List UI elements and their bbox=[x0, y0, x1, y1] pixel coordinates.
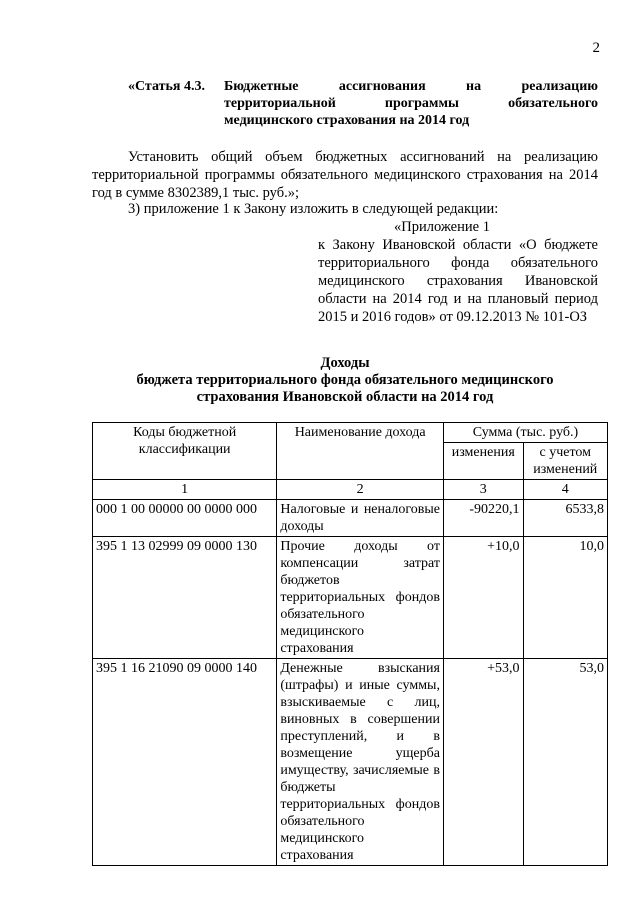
column-number: 2 bbox=[277, 480, 444, 500]
column-number-row bbox=[93, 480, 608, 500]
paragraph-budget-amount: Установить общий объем бюджетных ассигнований на реализацию территориальной программы обязательного медицинского страхования на 2014 год в сумме 8302389,1 тыс. руб.»; bbox=[92, 149, 598, 201]
heading-line-3: страхования Ивановской области на 2014 год bbox=[196, 389, 494, 405]
heading-line-2: бюджета территориального фонда обязательного медицинского bbox=[136, 372, 554, 388]
row-change: +10,0 bbox=[443, 537, 523, 659]
income-table bbox=[92, 422, 608, 866]
table-row bbox=[93, 537, 608, 659]
paragraph-appendix-instruction: 3) приложение 1 к Закону изложить в следующей редакции: bbox=[128, 201, 499, 217]
header-changes: изменения bbox=[443, 443, 523, 480]
article-number: «Статья 4.3. bbox=[128, 79, 205, 94]
column-number: 4 bbox=[523, 480, 607, 500]
table-row bbox=[93, 500, 608, 537]
page-number: 2 bbox=[592, 40, 600, 56]
header-sum: Сумма (тыс. руб.) bbox=[443, 423, 607, 443]
row-total: 53,0 bbox=[523, 659, 607, 866]
appendix-reference bbox=[318, 218, 598, 326]
row-code: 000 1 00 00000 00 0000 000 bbox=[93, 500, 277, 537]
header-codes: Коды бюджетной классификации bbox=[93, 423, 277, 480]
appendix-text: к Закону Ивановской области «О бюджете территориального фонда обязательного медицинского страхования Ивановской области на 2014 год и на плановый период 2015 и 2016 годов» от 09.12.2013 № 101-ОЗ bbox=[318, 237, 598, 325]
heading-line-1: Доходы bbox=[320, 355, 370, 371]
row-name: Денежные взыскания (штрафы) и иные суммы, взыскиваемые с лиц, виновных в совершении преступлений, и в возмещение ущерба имуществу, зачисляемые в бюджеты территориальных фондов обязательного медицинского страхования bbox=[277, 659, 444, 866]
table-heading bbox=[92, 355, 598, 406]
row-name: Налоговые и неналоговые доходы bbox=[277, 500, 444, 537]
row-name: Прочие доходы от компенсации затрат бюджетов территориальных фондов обязательного медицинского страхования bbox=[277, 537, 444, 659]
row-change: -90220,1 bbox=[443, 500, 523, 537]
table-row bbox=[93, 659, 608, 866]
column-number: 3 bbox=[443, 480, 523, 500]
row-code: 395 1 16 21090 09 0000 140 bbox=[93, 659, 277, 866]
header-with-changes: с учетом изменений bbox=[523, 443, 607, 480]
row-code: 395 1 13 02999 09 0000 130 bbox=[93, 537, 277, 659]
row-change: +53,0 bbox=[443, 659, 523, 866]
column-number: 1 bbox=[93, 480, 277, 500]
article-title: Бюджетные ассигнования на реализацию территориальной программы обязательного медицинского страхования на 2014 год bbox=[224, 79, 598, 128]
row-total: 6533,8 bbox=[523, 500, 607, 537]
header-row bbox=[93, 423, 608, 443]
row-total: 10,0 bbox=[523, 537, 607, 659]
appendix-head: «Приложение 1 bbox=[394, 219, 490, 235]
header-name: Наименование дохода bbox=[277, 423, 444, 480]
